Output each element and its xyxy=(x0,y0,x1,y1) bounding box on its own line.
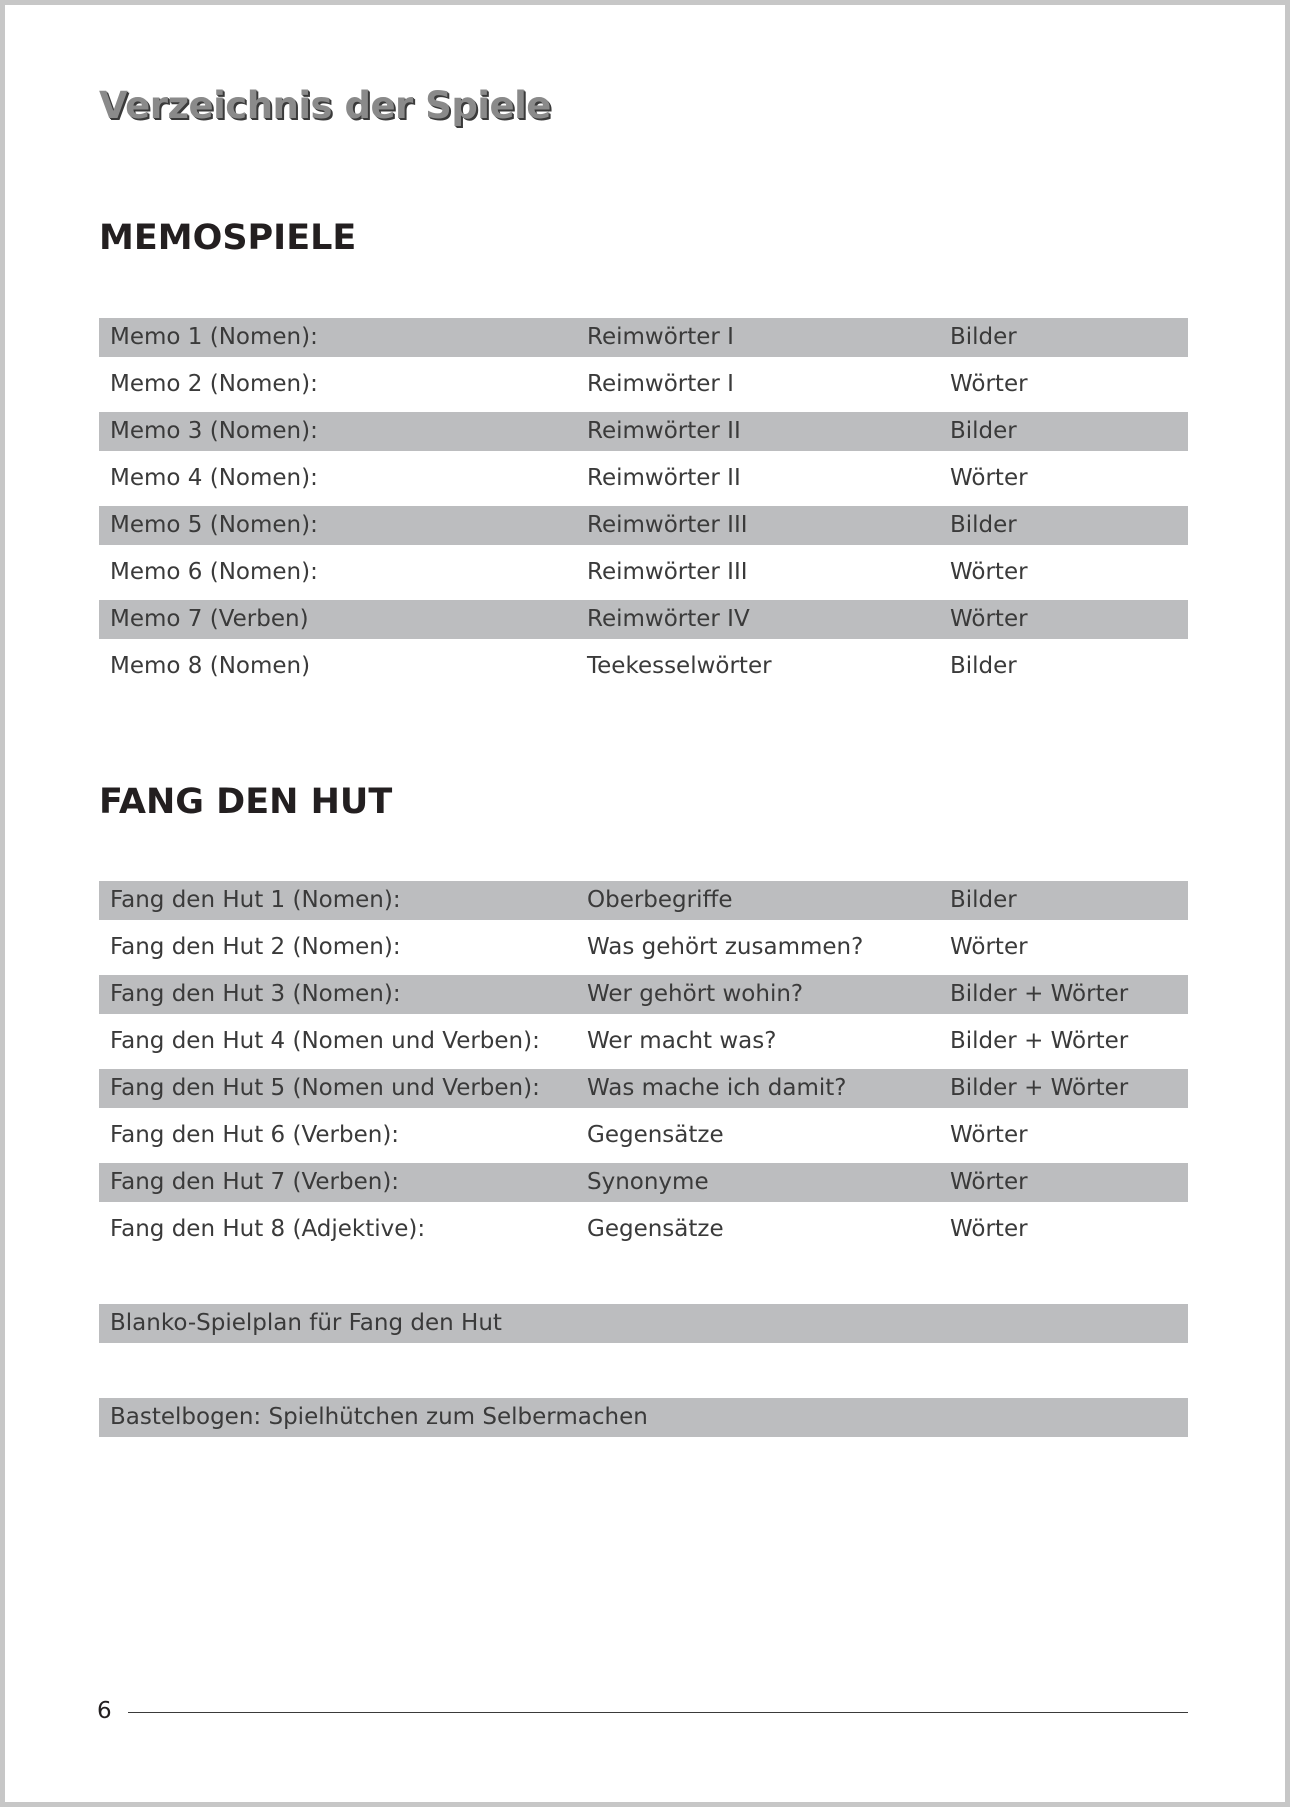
table-row xyxy=(99,600,1188,639)
memo-section-heading: MEMOSPIELE xyxy=(99,218,357,258)
game-name: Memo 6 (Nomen): xyxy=(110,559,318,585)
footer-rule xyxy=(128,1712,1188,1713)
page-title: Verzeichnis der Spiele xyxy=(99,84,551,127)
page-number: 6 xyxy=(97,1698,112,1724)
game-type: Bilder + Wörter xyxy=(950,1075,1129,1101)
game-type: Wörter xyxy=(950,606,1028,632)
game-name: Fang den Hut 7 (Verben): xyxy=(110,1169,400,1195)
game-type: Bilder xyxy=(950,418,1017,444)
game-name: Memo 4 (Nomen): xyxy=(110,465,318,491)
table-row xyxy=(99,318,1188,357)
table-row xyxy=(99,365,1188,404)
craft-sheet-label: Bastelbogen: Spielhütchen zum Selbermachen xyxy=(110,1404,648,1430)
game-type: Bilder xyxy=(950,324,1017,350)
game-type: Wörter xyxy=(950,465,1028,491)
game-name: Memo 5 (Nomen): xyxy=(110,512,318,538)
memo-table xyxy=(99,318,1188,694)
game-type: Bilder xyxy=(950,653,1017,679)
game-topic: Was gehört zusammen? xyxy=(587,934,864,960)
game-name: Memo 7 (Verben) xyxy=(110,606,309,632)
game-topic: Teekesselwörter xyxy=(587,653,772,679)
game-name: Fang den Hut 3 (Nomen): xyxy=(110,981,401,1007)
table-row xyxy=(99,1022,1188,1061)
table-row xyxy=(99,1069,1188,1108)
game-name: Memo 2 (Nomen): xyxy=(110,371,318,397)
game-topic: Gegensätze xyxy=(587,1216,724,1242)
table-row xyxy=(99,881,1188,920)
table-row xyxy=(99,1116,1188,1155)
game-topic: Oberbegriffe xyxy=(587,887,733,913)
game-type: Wörter xyxy=(950,1169,1028,1195)
game-name: Fang den Hut 6 (Verben): xyxy=(110,1122,400,1148)
game-name: Memo 1 (Nomen): xyxy=(110,324,318,350)
game-type: Wörter xyxy=(950,371,1028,397)
blank-board-label: Blanko-Spielplan für Fang den Hut xyxy=(110,1310,502,1336)
game-name: Fang den Hut 1 (Nomen): xyxy=(110,887,401,913)
game-topic: Reimwörter I xyxy=(587,324,734,350)
game-type: Bilder xyxy=(950,512,1017,538)
game-name: Fang den Hut 4 (Nomen und Verben): xyxy=(110,1028,540,1054)
blank-board-entry xyxy=(99,1304,1188,1343)
table-row xyxy=(99,459,1188,498)
game-type: Wörter xyxy=(950,934,1028,960)
game-topic: Reimwörter I xyxy=(587,371,734,397)
game-type: Bilder + Wörter xyxy=(950,1028,1129,1054)
game-type: Bilder xyxy=(950,887,1017,913)
hut-section-heading: FANG DEN HUT xyxy=(99,782,393,822)
table-row xyxy=(99,928,1188,967)
game-type: Wörter xyxy=(950,559,1028,585)
game-name: Memo 8 (Nomen) xyxy=(110,653,311,679)
table-row xyxy=(99,506,1188,545)
game-topic: Reimwörter II xyxy=(587,465,741,491)
table-row xyxy=(99,1210,1188,1249)
game-topic: Reimwörter III xyxy=(587,512,748,538)
game-topic: Was mache ich damit? xyxy=(587,1075,847,1101)
game-name: Fang den Hut 8 (Adjektive): xyxy=(110,1216,426,1242)
game-type: Wörter xyxy=(950,1216,1028,1242)
hut-table xyxy=(99,881,1188,1257)
game-type: Bilder + Wörter xyxy=(950,981,1129,1007)
game-name: Memo 3 (Nomen): xyxy=(110,418,318,444)
table-row xyxy=(99,975,1188,1014)
game-topic: Wer macht was? xyxy=(587,1028,777,1054)
game-name: Fang den Hut 5 (Nomen und Verben): xyxy=(110,1075,540,1101)
game-type: Wörter xyxy=(950,1122,1028,1148)
game-topic: Gegensätze xyxy=(587,1122,724,1148)
game-topic: Synonyme xyxy=(587,1169,709,1195)
game-name: Fang den Hut 2 (Nomen): xyxy=(110,934,401,960)
game-topic: Reimwörter IV xyxy=(587,606,750,632)
table-row xyxy=(99,553,1188,592)
table-row xyxy=(99,412,1188,451)
game-topic: Reimwörter II xyxy=(587,418,741,444)
game-topic: Reimwörter III xyxy=(587,559,748,585)
craft-sheet-entry xyxy=(99,1398,1188,1437)
table-row xyxy=(99,1163,1188,1202)
table-row xyxy=(99,647,1188,686)
game-topic: Wer gehört wohin? xyxy=(587,981,804,1007)
